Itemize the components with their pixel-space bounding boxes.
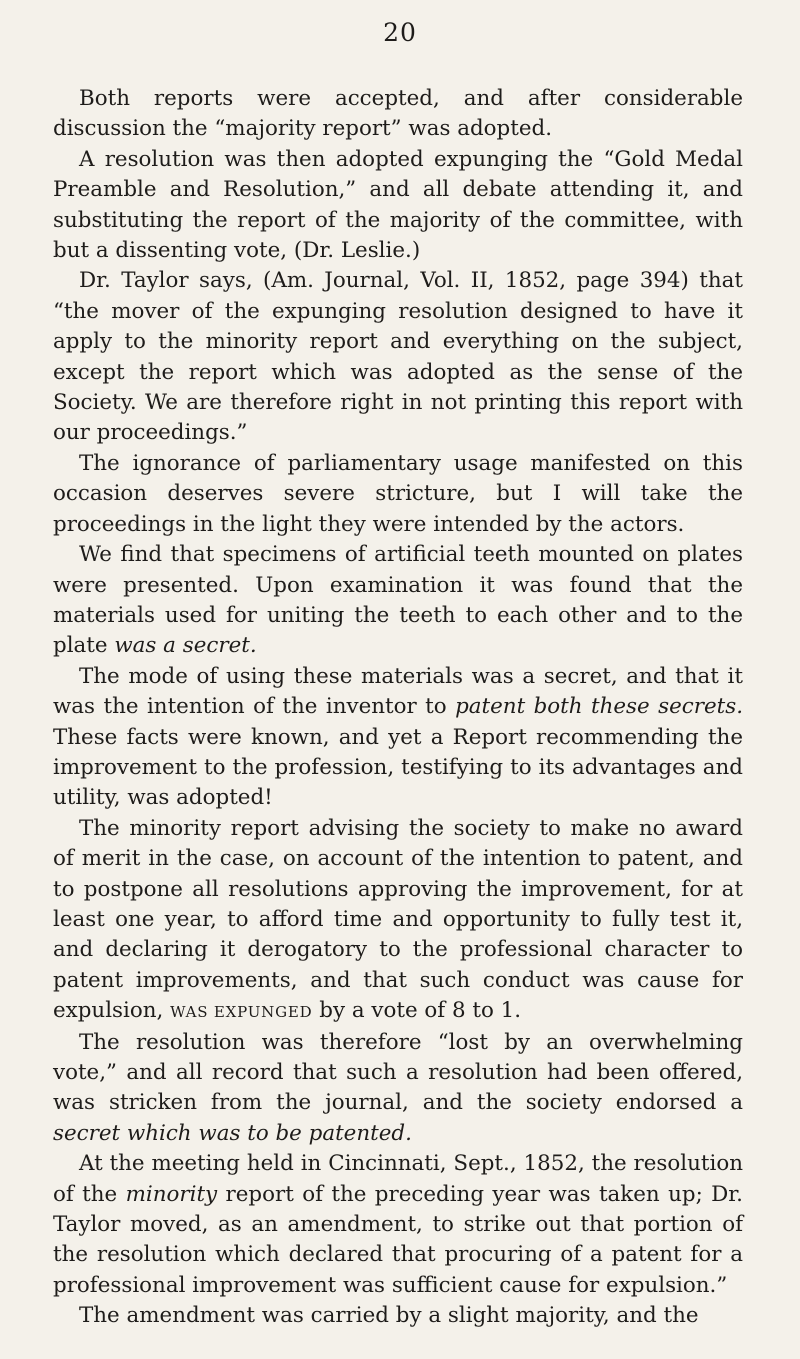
paragraph	[53, 814, 743, 1028]
paragraph	[53, 145, 743, 267]
text-run: The minority report advising the society to make no award of merit in the case, on account of the intention to patent, and to postpone all resolutions approving the improvement, for at least one year, to afford time and opportunity to fully test it, and declaring it derogatory to the professional character to patent improvements, and that such conduct was cause for expulsion,	[53, 815, 743, 1024]
paragraph	[53, 1028, 743, 1150]
small-caps-text: WAS EXPUNGED	[170, 1003, 313, 1022]
paragraph	[53, 449, 743, 540]
paragraph	[53, 266, 743, 448]
paragraph	[53, 1301, 743, 1331]
text-run: The amendment was carried by a slight majority, and the	[79, 1303, 699, 1329]
italic-text: patent both these secrets.	[455, 694, 743, 720]
italic-text: secret which was to be patented.	[53, 1120, 412, 1146]
text-run: The resolution was therefore “lost by an overwhelming vote,” and all record that such a resolution had been offered, was stricken from the journal, and the society endorsed a	[53, 1029, 743, 1116]
text-run: Dr. Taylor says, (Am. Journal, Vol. II, 1852, page 394) that “the mover of the expunging resolution designed to have it apply to the minority report and everything on the subject, except the report which was adopted as the sense of the Society. We are therefore right in not printing this report with our proceedings.”	[53, 268, 743, 446]
paragraph	[53, 1149, 743, 1301]
text-run: by a vote of 8 to 1.	[312, 998, 522, 1024]
paragraph	[53, 84, 743, 145]
paragraph	[53, 662, 743, 814]
text-run: A resolution was then adopted expunging the “Gold Medal Preamble and Resolution,” and all debate attending it, and substituting the report of the majority of the committee, with but a dissenting vote, (Dr. Leslie.)	[53, 146, 743, 264]
italic-text: minority	[125, 1181, 218, 1207]
page-number: 20	[383, 18, 417, 47]
text-run: The ignorance of parliamentary usage manifested on this occasion deserves severe stricture, but I will take the proceedings in the light they were intended by the actors.	[53, 450, 743, 537]
text-run: Both reports were accepted, and after considerable discussion the “majority report” was adopted.	[53, 86, 743, 142]
text-run: The mode of using these materials was a secret, and that it was the intention of the inventor to	[53, 663, 743, 720]
text-run: At the meeting held in Cincinnati, Sept., 1852, the resolution of the	[53, 1151, 743, 1207]
body-text	[53, 84, 743, 1332]
text-run: We find that specimens of artificial teeth mounted on plates were presented. Upon examination it was found that the materials used for uniting the teeth to each other and to the plate	[53, 542, 743, 659]
text-run: report of the preceding year was taken up; Dr. Taylor moved, as an amendment, to strike out that portion of the resolution which declared that procuring of a patent for a professional improvement was sufficient cause for expulsion.”	[53, 1181, 743, 1298]
paragraph	[53, 540, 743, 662]
text-run: These facts were known, and yet a Report recommending the improvement to the profession, testifying to its advantages and utility, was adopted!	[53, 724, 743, 811]
italic-text: was a secret.	[114, 633, 257, 659]
